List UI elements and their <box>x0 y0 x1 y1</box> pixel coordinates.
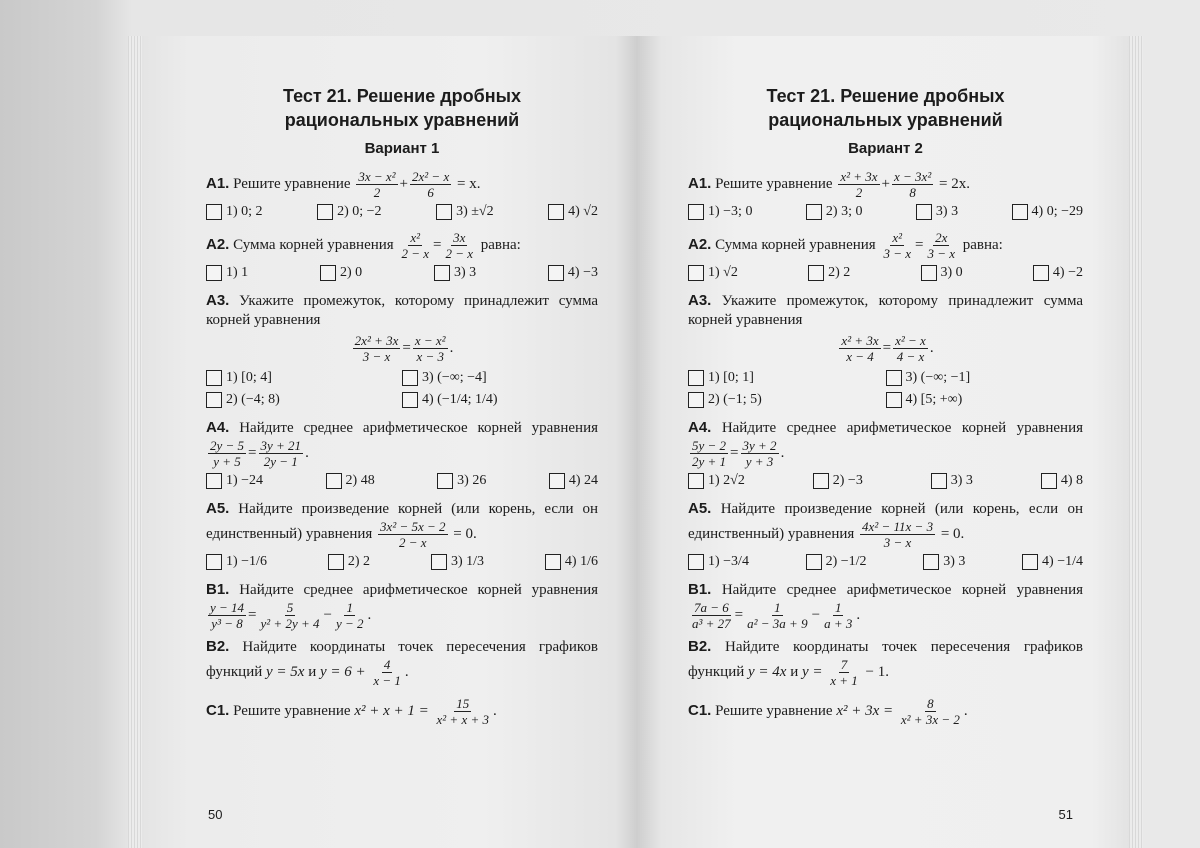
question-b1: В1. Найдите среднее арифметическое корней уравнения $\frac{y - 14}{\text{y³ − 8}}$ = $\frac{5}{\text{y² + 2y + 4}}$ − $\frac{1}{y - 2}$ . <box>206 581 599 631</box>
equation-display: $\frac{\text{x² + 3x}}{x - 4}$ = $\frac{\text{x² − x}}{4 - x}$ . <box>841 333 934 364</box>
checkbox[interactable] <box>808 265 824 281</box>
fraction <box>371 657 403 688</box>
fraction <box>690 600 733 631</box>
answer-option[interactable] <box>317 204 381 220</box>
fraction <box>435 696 491 727</box>
denominator: y − 2 <box>335 616 364 631</box>
answer-option[interactable] <box>886 370 1084 386</box>
fraction <box>925 230 957 261</box>
fraction <box>259 438 304 469</box>
test-title: Тест 21. Решение дробных рациональных уравнений <box>766 86 1005 130</box>
fraction <box>899 696 962 727</box>
denominator: 2 <box>373 185 381 200</box>
numerator: 8 <box>927 696 934 711</box>
checkbox[interactable] <box>436 204 452 220</box>
denominator: y + 5 <box>213 454 241 469</box>
checkbox[interactable] <box>206 392 222 408</box>
option-label: 4) −2 <box>1052 265 1083 280</box>
answer-options <box>688 370 1083 408</box>
denominator: x − 1 <box>373 673 401 688</box>
question-label: С1. <box>206 701 230 719</box>
equation-tail: равна: <box>962 236 1003 253</box>
numerator: 2x <box>935 230 948 245</box>
question-label: А4. <box>688 419 712 436</box>
answer-option[interactable] <box>688 473 745 489</box>
option-label: 3) 3 <box>453 265 477 280</box>
question-text: Найдите среднее арифметическое корней уравнения <box>721 420 1083 436</box>
answer-options <box>206 554 598 570</box>
denominator: 3 − x <box>883 535 912 550</box>
checkbox[interactable] <box>431 554 447 570</box>
denominator: 6 <box>427 185 434 200</box>
question-label: А4. <box>206 419 230 436</box>
open-book <box>128 36 1143 848</box>
fraction <box>399 230 431 261</box>
fraction <box>356 169 397 200</box>
checkbox[interactable] <box>437 473 453 489</box>
answer-option[interactable] <box>437 473 486 489</box>
fraction <box>881 230 913 261</box>
checkbox[interactable] <box>931 473 947 489</box>
equation-tail: = 2x. <box>938 175 970 192</box>
question-a3 <box>206 291 598 330</box>
answer-option[interactable] <box>1033 265 1083 281</box>
checkbox[interactable] <box>1041 473 1057 489</box>
denominator: x² + x + 3 <box>436 712 489 727</box>
question-label: А2. <box>206 235 230 253</box>
test-title: Тест 21. Решение дробных рациональных уравнений <box>282 86 522 130</box>
numerator: 15 <box>456 696 470 711</box>
checkbox[interactable] <box>206 265 222 281</box>
question-a1: А1. Решите уравнение $\frac{\text{3x − x²}}{2}$ + $\frac{\text{2x² − x}}{6}$ = x. <box>206 169 481 200</box>
option-label: 2) 0 <box>339 265 363 280</box>
denominator: 2 − x <box>399 535 427 550</box>
checkbox[interactable] <box>688 204 704 220</box>
equation: y = <box>801 663 823 680</box>
checkbox[interactable] <box>806 554 822 570</box>
answer-option[interactable] <box>545 554 598 570</box>
option-label: 2) 2 <box>828 265 851 280</box>
option-label: 4) 1/6 <box>564 554 598 569</box>
checkbox[interactable] <box>688 370 704 386</box>
equation: y = 4x <box>748 663 787 680</box>
question-label: А1. <box>206 174 230 192</box>
equation: x² + 3x = <box>836 702 894 719</box>
answer-options <box>206 265 598 281</box>
answer-option[interactable] <box>326 473 375 489</box>
page-edge-left <box>128 36 142 848</box>
answer-options <box>688 554 1083 570</box>
answer-option[interactable] <box>320 265 362 281</box>
answer-options <box>688 265 1083 281</box>
question-text: Найдите координаты точек пересечения графиков функций <box>688 639 1084 680</box>
page-right <box>636 36 1143 848</box>
page-number: 51 <box>1058 807 1073 822</box>
option-label: 2) 3; 0 <box>825 204 863 219</box>
conjunction: и <box>790 663 799 680</box>
fraction <box>892 169 933 200</box>
denominator: 2 <box>855 185 863 200</box>
denominator: a + 3 <box>824 616 853 631</box>
answer-option[interactable] <box>688 204 752 220</box>
answer-option[interactable] <box>1012 204 1083 220</box>
question-label: А5. <box>688 500 712 517</box>
denominator: y² + 2y + 4 <box>260 616 320 631</box>
answer-option[interactable] <box>206 370 402 386</box>
checkbox[interactable] <box>688 265 704 281</box>
question-text: Найдите произведение корней (или корень, если он единственный) уравнения <box>206 501 598 542</box>
denominator: a² − 3a + 9 <box>747 616 808 631</box>
checkbox[interactable] <box>206 473 222 489</box>
numerator: x − 3x² <box>894 169 932 184</box>
fraction <box>334 600 366 631</box>
numerator: 7a − 6 <box>693 600 729 615</box>
answer-option[interactable] <box>206 392 402 408</box>
page-left-content <box>206 84 598 727</box>
option-label: 4) 24 <box>568 473 598 488</box>
question-text: Найдите среднее арифметическое корней уравнения <box>721 582 1083 598</box>
fraction <box>378 519 447 550</box>
checkbox[interactable] <box>1012 204 1028 220</box>
page-edge-right <box>1129 36 1143 848</box>
denominator: y³ − 8 <box>211 616 243 631</box>
fraction <box>822 600 854 631</box>
numerator: x² + 3x <box>840 169 878 184</box>
checkbox[interactable] <box>921 265 937 281</box>
question-b2 <box>688 637 1083 688</box>
option-label: 1) −3/4 <box>708 554 749 569</box>
numerator: x² <box>892 230 903 245</box>
option-label: 4) [5; +∞) <box>905 392 963 407</box>
answer-option[interactable] <box>436 204 494 220</box>
option-label: 2) 0; −2 <box>337 204 382 219</box>
numerator: x² − x <box>895 333 926 348</box>
answer-option[interactable] <box>328 554 370 570</box>
numerator: 4 <box>383 657 391 672</box>
numerator: x² + 3x <box>841 333 879 348</box>
answer-option[interactable] <box>806 204 863 220</box>
equation-tail: равна: <box>480 236 521 253</box>
question-text: Сумма корней уравнения <box>233 236 394 253</box>
answer-option[interactable] <box>402 370 598 386</box>
checkbox[interactable] <box>923 554 939 570</box>
checkbox[interactable] <box>206 554 222 570</box>
fraction <box>690 438 728 469</box>
option-label: 1) [0; 1] <box>708 370 754 385</box>
checkbox[interactable] <box>886 392 902 408</box>
fraction <box>259 600 322 631</box>
option-label: 1) 1 <box>226 265 249 280</box>
option-label: 1) √2 <box>708 265 738 280</box>
question-a5 <box>688 499 1083 550</box>
question-b2: В2. Найдите координаты точек пересечения графиков функций y = 5x и y = 6 + $\frac{4}{x - 1}$ . <box>206 638 598 688</box>
question-text: Укажите промежуток, которому принадлежит сумма корней уравнения <box>206 293 598 328</box>
answer-option[interactable] <box>206 265 248 281</box>
answer-option[interactable] <box>688 370 886 386</box>
option-label: 3) 26 <box>457 473 487 488</box>
page-number: 50 <box>208 807 223 822</box>
denominator: x + 1 <box>830 673 858 688</box>
denominator: x² + 3x − 2 <box>900 712 960 727</box>
numerator: 3x − x² <box>358 169 396 184</box>
equation-tail: = 0. <box>940 525 965 542</box>
checkbox[interactable] <box>1022 554 1038 570</box>
page-right-content <box>688 84 1083 727</box>
answer-option[interactable] <box>688 554 749 570</box>
answer-option[interactable] <box>813 473 863 489</box>
answer-options <box>206 204 598 220</box>
option-label: 3) ±√2 <box>456 204 494 219</box>
answer-option[interactable] <box>808 265 850 281</box>
question-text: Найдите произведение корней (или корень, если он единственный) уравнения <box>688 501 1083 542</box>
answer-option[interactable] <box>549 473 598 489</box>
checkbox[interactable] <box>806 204 822 220</box>
fraction <box>860 519 935 550</box>
question-a2: А2. Сумма корней уравнения $\frac{\text{x²}}{2 - x}$ = $\frac{3x}{2 - x}$ равна: <box>206 230 521 261</box>
answer-option[interactable] <box>434 265 476 281</box>
denominator: 2y + 1 <box>692 454 727 469</box>
equation: y = 6 + <box>319 663 366 680</box>
answer-option[interactable] <box>688 265 738 281</box>
variant-heading: Вариант 2 <box>848 140 923 157</box>
question-label: А3. <box>206 292 230 309</box>
option-label: 1) 0; 2 <box>226 204 263 219</box>
question-a5 <box>206 499 598 550</box>
numerator: 3y + 21 <box>260 438 302 453</box>
numerator: 7 <box>840 657 848 672</box>
question-text: Найдите среднее арифметическое корней уравнения <box>239 420 599 436</box>
fraction <box>208 600 246 631</box>
checkbox[interactable] <box>813 473 829 489</box>
answer-option[interactable] <box>916 204 958 220</box>
answer-options <box>206 473 598 489</box>
answer-option[interactable] <box>206 473 263 489</box>
question-text: Сумма корней уравнения <box>715 236 876 253</box>
answer-option[interactable] <box>921 265 963 281</box>
numerator: 3y + 2 <box>742 438 777 453</box>
denominator: 3 − x <box>362 349 391 364</box>
denominator: 2 − x <box>445 246 473 261</box>
question-text: Найдите координаты точек пересечения графиков функций <box>206 639 598 680</box>
answer-option[interactable] <box>1041 473 1083 489</box>
option-label: 1) −24 <box>226 473 264 488</box>
equation-tail: − 1. <box>865 663 890 680</box>
option-label: 4) (−1/4; 1/4) <box>422 392 498 407</box>
checkbox[interactable] <box>688 473 704 489</box>
denominator: a³ + 27 <box>692 616 731 631</box>
question-a4: А4. Найдите среднее арифметическое корней уравнения $\frac{2y - 5}{y + 5}$ = $\frac{3y + 21}{2y - 1}$ . <box>206 419 599 469</box>
checkbox[interactable] <box>545 554 561 570</box>
checkbox[interactable] <box>1033 265 1049 281</box>
question-label: А5. <box>206 500 230 517</box>
question-label: В1. <box>206 581 230 598</box>
question-text: Решите уравнение <box>715 702 833 719</box>
question-label: А2. <box>688 235 712 253</box>
equation-tail: = x. <box>456 175 481 192</box>
option-label: 4) 8 <box>1060 473 1083 488</box>
variant-heading: Вариант 1 <box>364 140 440 157</box>
checkbox[interactable] <box>328 554 344 570</box>
checkbox[interactable] <box>206 370 222 386</box>
checkbox[interactable] <box>548 265 564 281</box>
numerator: 1 <box>834 600 842 615</box>
fraction <box>838 169 879 200</box>
option-label: 4) −1/4 <box>1042 554 1083 569</box>
answer-option[interactable] <box>1022 554 1083 570</box>
numerator: 1 <box>346 600 353 615</box>
numerator: 2y − 5 <box>210 438 245 453</box>
answer-option[interactable] <box>548 265 598 281</box>
equation-display: $\frac{\text{2x² + 3x}}{3 - x}$ = $\frac{\text{x − x²}}{x - 3}$ . <box>354 333 454 364</box>
conjunction: и <box>308 663 317 680</box>
denominator: 2 − x <box>401 246 429 261</box>
denominator: 2y − 1 <box>263 454 298 469</box>
question-text: Решите уравнение <box>715 175 833 192</box>
checkbox[interactable] <box>402 392 418 408</box>
denominator: y + 3 <box>745 454 774 469</box>
option-label: 1) 2√2 <box>708 473 745 488</box>
checkbox[interactable] <box>317 204 333 220</box>
numerator: 2x² + 3x <box>354 333 399 348</box>
answer-option[interactable] <box>923 554 965 570</box>
option-label: 1) [0; 4] <box>226 370 272 385</box>
denominator: 8 <box>909 185 916 200</box>
fraction <box>839 333 880 364</box>
option-label: 3) (−∞; −1] <box>905 370 971 385</box>
option-label: 2) 2 <box>347 554 371 569</box>
numerator: 4x² − 11x − 3 <box>862 519 934 534</box>
answer-option[interactable] <box>931 473 973 489</box>
option-label: 1) −3; 0 <box>708 204 753 219</box>
question-b1: В1. Найдите среднее арифметическое корней уравнения $\frac{7a - 6}{\text{a³ + 27}}$ = $\frac{1}{\text{a² − 3a + 9}}$ − $\frac{1}{a + 3}$ . <box>688 581 1083 631</box>
numerator: x − x² <box>414 333 446 348</box>
numerator: 5 <box>286 600 294 615</box>
fraction <box>410 169 451 200</box>
checkbox[interactable] <box>886 370 902 386</box>
equation-tail: = 0. <box>453 525 477 542</box>
checkbox[interactable] <box>326 473 342 489</box>
denominator: x − 3 <box>416 349 444 364</box>
numerator: 1 <box>774 600 781 615</box>
fraction <box>443 230 475 261</box>
question-label: В2. <box>206 638 230 655</box>
option-label: 3) 3 <box>935 204 959 219</box>
answer-option[interactable] <box>688 392 886 408</box>
denominator: 3 − x <box>883 246 911 261</box>
question-c1: С1. Решите уравнение x² + 3x = $\frac{8}{\text{x² + 3x − 2}}$ . <box>688 696 968 727</box>
fraction <box>353 333 401 364</box>
denominator: x − 4 <box>846 349 874 364</box>
numerator: x² <box>410 230 421 245</box>
question-text: Укажите промежуток, которому принадлежит сумма корней уравнения <box>688 293 1083 328</box>
question-label: С1. <box>688 701 712 719</box>
checkbox[interactable] <box>688 392 704 408</box>
question-text: Решите уравнение <box>233 175 351 192</box>
numerator: 5y − 2 <box>692 438 727 453</box>
option-label: 3) (−∞; −4] <box>422 370 487 385</box>
answer-option[interactable] <box>548 204 598 220</box>
option-label: 3) 0 <box>940 265 963 280</box>
checkbox[interactable] <box>434 265 450 281</box>
option-label: 1) −1/6 <box>226 554 267 569</box>
question-a4: А4. Найдите среднее арифметическое корней уравнения $\frac{5y - 2}{2y + 1}$ = $\frac{3y + 2}{y + 3}$ . <box>688 419 1083 469</box>
equation: x² + x + 1 = <box>354 702 429 719</box>
option-label: 4) 0; −29 <box>1031 204 1083 219</box>
fraction <box>413 333 448 364</box>
numerator: 3x <box>453 230 466 245</box>
question-text: Решите уравнение <box>233 702 351 719</box>
question-c1: С1. Решите уравнение x² + x + 1 = $\frac{15}{\text{x² + x + 3}}$ . <box>206 696 497 727</box>
checkbox[interactable] <box>402 370 418 386</box>
option-label: 3) 3 <box>943 554 966 569</box>
option-label: 2) −1/2 <box>825 554 867 569</box>
equation: y = 5x <box>266 663 305 680</box>
answer-option[interactable] <box>206 554 267 570</box>
question-label: А1. <box>688 174 712 192</box>
fraction <box>208 438 246 469</box>
checkbox[interactable] <box>688 554 704 570</box>
denominator: 3 − x <box>927 246 955 261</box>
checkbox[interactable] <box>549 473 565 489</box>
fraction <box>741 438 779 469</box>
checkbox[interactable] <box>320 265 336 281</box>
answer-option[interactable] <box>431 554 484 570</box>
fraction <box>828 657 860 688</box>
option-label: 4) √2 <box>568 204 598 219</box>
option-label: 2) (−4; 8) <box>226 392 280 407</box>
answer-options <box>688 204 1083 220</box>
question-a1: А1. Решите уравнение $\frac{\text{x² + 3x}}{2}$ + $\frac{\text{x − 3x²}}{8}$ = 2x. <box>688 169 970 200</box>
numerator: 2x² − x <box>412 169 450 184</box>
question-a2: А2. Сумма корней уравнения $\frac{\text{x²}}{3 - x}$ = $\frac{2x}{3 - x}$ равна: <box>688 230 1003 261</box>
option-label: 3) 1/3 <box>450 554 484 569</box>
answer-option[interactable] <box>206 204 263 220</box>
question-text: Найдите среднее арифметическое корней уравнения <box>239 582 599 598</box>
numerator: 3x² − 5x − 2 <box>380 519 446 534</box>
option-label: 2) (−1; 5) <box>708 392 762 407</box>
checkbox[interactable] <box>916 204 932 220</box>
fraction <box>745 600 809 631</box>
checkbox[interactable] <box>548 204 564 220</box>
answer-option[interactable] <box>806 554 867 570</box>
checkbox[interactable] <box>206 204 222 220</box>
question-label: А3. <box>688 292 712 309</box>
question-label: В2. <box>688 638 712 655</box>
answer-options <box>688 473 1083 489</box>
question-label: В1. <box>688 581 712 598</box>
answer-option[interactable] <box>886 392 1084 408</box>
answer-options <box>206 370 598 408</box>
numerator: y − 14 <box>210 600 245 615</box>
option-label: 4) −3 <box>567 265 598 280</box>
option-label: 2) −3 <box>832 473 863 488</box>
answer-option[interactable] <box>402 392 598 408</box>
page-left <box>128 36 636 848</box>
denominator: 4 − x <box>896 349 925 364</box>
option-label: 2) 48 <box>345 473 375 488</box>
option-label: 3) 3 <box>950 473 973 488</box>
fraction <box>893 333 928 364</box>
question-a3 <box>688 291 1083 330</box>
